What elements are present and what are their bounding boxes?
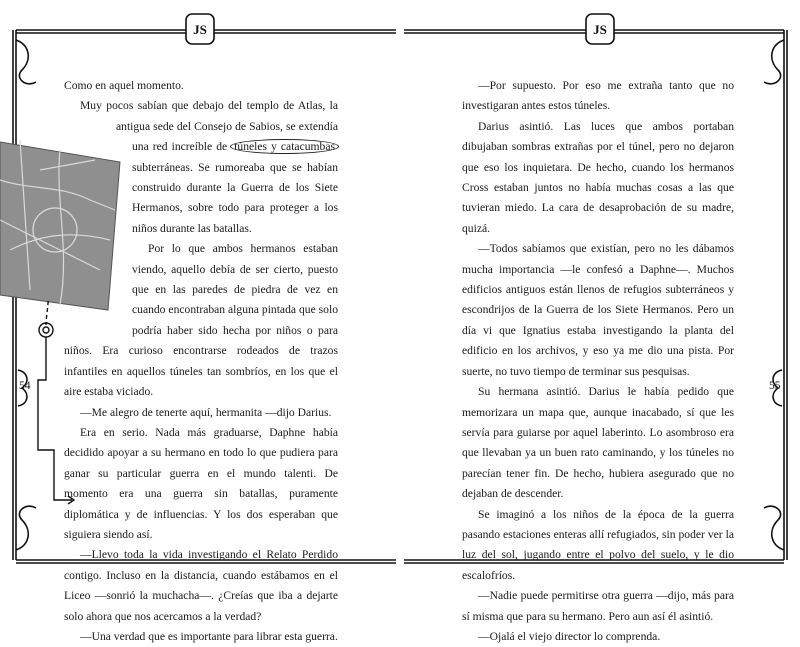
paragraph: —Nadie puede permitirse otra guerra —dijo, más para sí misma que para su hermano. Pero aun así él asintió.: [462, 589, 734, 623]
paragraph: —Una verdad que es importante para librar esta guerra.: [80, 629, 338, 643]
paragraph: —Por supuesto. Por eso me extraña tanto que no investigaran antes estos túneles.: [462, 79, 734, 113]
paragraph: Darius asintió. Las luces que ambos portaban dibujaban sombras extrañas por el túnel, pero no dejaron que eso los inquietara. De hecho, cuando los hermanos Cross estaban juntos no había muchas cosas a las que tuvieran miedo. La cara de desaprobación de su madre, quizá.: [462, 119, 734, 235]
paragraph: Por lo que ambos hermanos estaban viendo, aquello debía de ser cierto, puesto que en las paredes de piedra de vez en cuando encontraban alguna pintada que solo podría haber sido hecha por niños o para niños. Era curioso encontrarse rodeados de trazos infantiles en aquellos túneles tan sombríos, en los que el aire estaba viciado.: [64, 242, 338, 399]
svg-text:JS: JS: [193, 22, 207, 37]
paragraph: —Todos sabíamos que existían, pero no les dábamos mucha importancia —le confesó a Daphne—. Muchos edificios antiguos están llenos de refugios subterráneos y escondrijos de la Guerra de los Siete Hermanos. Pero un día vi que Ignatius estaba investigando la planta del edificio en los archivos, y eso ya me dio una pista. Por suerte, no tuvo tiempo de terminar sus pesquisas.: [462, 242, 734, 378]
paragraph: —Llevo toda la vida investigando el Relato Perdido contigo. Incluso en la distancia, cuando estábamos en el Liceo —sonrió la muchacha—. ¿Creías que iba a dejarte solo ahora que nos acercamos a la verdad?: [64, 548, 338, 623]
paragraph: —Ojalá el viejo director lo comprenda.: [478, 629, 661, 643]
paragraph: Se imaginó a los niños de la época de la guerra pasando estaciones enteras allí refugiados, sin poder ver la luz del sol, jugando entre el polvo del suelo, y le dio escalofríos.: [462, 507, 734, 582]
page-number-left: 54: [19, 379, 31, 392]
paragraph: Su hermana asintió. Darius le había pedido que memorizara un mapa que, aunque inacabado, sí que les servía para guiarse por aquel laberinto. Lo asombroso era que llevaban ya un buen rato caminando, y los túneles no parecían tener fin. De hecho, hubiera asegurado que no dejaban de descender.: [462, 385, 734, 501]
svg-text:JS: JS: [593, 22, 607, 37]
js-monogram-icon: [185, 13, 215, 45]
paragraph: Era en serio. Nada más graduarse, Daphne había decidido apoyar a su hermano en todo lo que pudiera para ganar su particular guerra en el mundo talenti. De momento era una guerra sin batallas, puramente diplomática y de influencias. Y los dos esperaban que siguiera siendo así.: [64, 425, 338, 541]
paragraph: —Me alegro de tenerte aquí, hermanita —dijo Darius.: [80, 405, 332, 419]
paragraph: Muy pocos sabían que debajo del templo de Atlas, la antigua sede del Consejo de Sabios, se extendía una red increíble de túneles y catacumbas subterráneas. Se rumoreaba que se habían construido durante la Guerra de los Siete Hermanos, sobre todo para proteger a los niños durante las batallas.: [80, 99, 338, 235]
circled-phrase: túneles y catacumbas: [230, 139, 339, 154]
page-number-right: 55: [769, 379, 781, 392]
right-page-body: [462, 76, 734, 647]
js-monogram-icon: [585, 13, 615, 45]
left-page-body: [64, 76, 338, 647]
paragraph: Como en aquel momento.: [64, 79, 184, 92]
